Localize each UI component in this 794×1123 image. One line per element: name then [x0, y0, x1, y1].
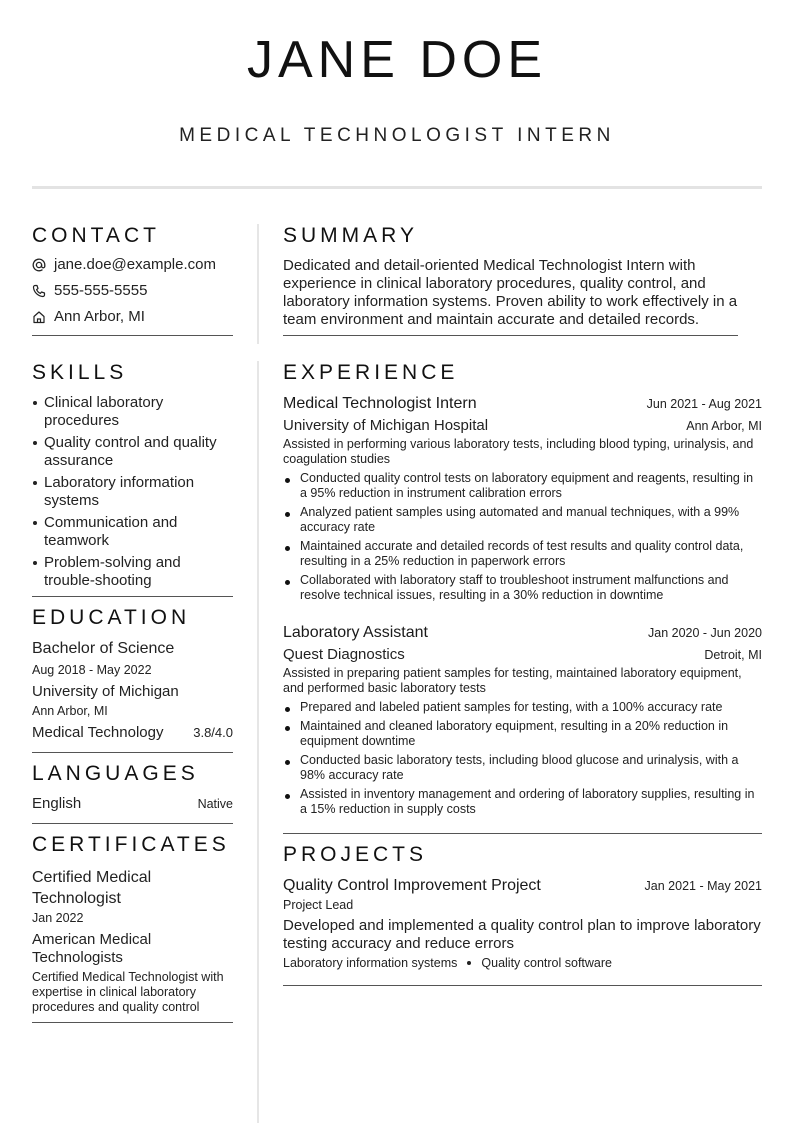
education-field-row	[32, 724, 233, 741]
language-row	[32, 795, 233, 812]
education-field: Medical Technology	[32, 724, 164, 741]
skills-heading: SKILLS	[32, 361, 128, 384]
project-tags	[283, 956, 762, 970]
education-dates: Aug 2018 - May 2022	[32, 663, 152, 677]
section-divider	[32, 1022, 233, 1023]
experience-description: Assisted in performing various laboratory tests, including blood typing, urinalysis, and coagulation studies	[283, 437, 754, 466]
language-name: English	[32, 795, 82, 812]
experience-bullet: Collaborated with laboratory staff to troubleshoot instrument malfunctions and resolve technical issues, resulting in a 30% reduction in downtime	[283, 573, 762, 603]
experience-item	[283, 395, 762, 607]
experience-dates: Jan 2020 - Jun 2020	[648, 626, 762, 640]
summary-text: Dedicated and detail-oriented Medical Technologist Intern with experience in clinical laboratory procedures, quality control, and laboratory information systems. Proven ability to work effectively in a team environment and maintain accurate and detailed records.	[283, 257, 738, 328]
contact-email[interactable]	[32, 256, 232, 273]
contact-phone[interactable]	[32, 282, 232, 299]
education-school: University of Michigan	[32, 683, 179, 700]
education-heading: EDUCATION	[32, 606, 191, 629]
experience-heading: EXPERIENCE	[283, 361, 459, 384]
language-level: Native	[197, 797, 233, 811]
section-divider	[32, 335, 233, 336]
languages-heading: LANGUAGES	[32, 762, 199, 785]
skill-item: Laboratory information systems	[32, 474, 234, 510]
certificate-issuer: American Medical Technologists	[32, 931, 152, 966]
skill-item: Communication and teamwork	[32, 514, 234, 550]
experience-location: Detroit, MI	[704, 648, 762, 662]
candidate-name: JANE DOE	[246, 31, 548, 89]
contact-location	[32, 308, 232, 325]
experience-role: Laboratory Assistant	[283, 624, 428, 641]
phone-icon	[32, 284, 46, 298]
experience-role: Medical Technologist Intern	[283, 395, 477, 412]
experience-bullet: Analyzed patient samples using automated and manual techniques, with a 99% accuracy rate	[283, 505, 762, 535]
experience-bullet: Maintained accurate and detailed records of test results and quality control data, resulting in a 25% reduction in paperwork errors	[283, 539, 762, 569]
section-divider	[32, 823, 233, 824]
skill-item: Problem-solving and trouble-shooting	[32, 554, 234, 590]
education-degree: Bachelor of Science	[32, 640, 175, 657]
section-divider	[32, 596, 233, 597]
column-divider	[257, 224, 259, 344]
experience-bullet: Assisted in inventory management and ordering of laboratory supplies, resulting in a 15% reduction in supply costs	[283, 787, 762, 817]
experience-location: Ann Arbor, MI	[686, 419, 762, 433]
contact-email-text: jane.doe@example.com	[54, 256, 216, 273]
experience-bullet: Conducted quality control tests on laboratory equipment and reagents, resulting in a 95% reduction in instrument calibration errors	[283, 471, 762, 501]
skill-item: Quality control and quality assurance	[32, 434, 234, 470]
header-divider	[32, 186, 762, 189]
home-icon	[32, 310, 46, 324]
project-tag: Laboratory information systems	[283, 956, 458, 970]
contact-heading: CONTACT	[32, 224, 160, 247]
skill-item: Clinical laboratory procedures	[32, 394, 234, 430]
section-divider	[32, 752, 233, 753]
tag-separator	[467, 961, 471, 965]
certificate-name: Certified Medical Technologist	[32, 869, 152, 907]
contact-location-text: Ann Arbor, MI	[54, 308, 145, 325]
experience-bullets	[283, 471, 762, 603]
project-tag: Quality control software	[481, 956, 612, 970]
column-divider	[257, 361, 259, 1123]
projects-heading: PROJECTS	[283, 843, 428, 866]
experience-company: Quest Diagnostics	[283, 646, 405, 663]
experience-description: Assisted in preparing patient samples for testing, maintained laboratory equipment, and performed basic laboratory tests	[283, 666, 742, 695]
experience-company: University of Michigan Hospital	[283, 417, 489, 434]
certificate-date: Jan 2022	[32, 911, 84, 925]
section-divider	[283, 833, 762, 834]
contact-phone-text: 555-555-5555	[54, 282, 148, 299]
experience-bullet: Prepared and labeled patient samples for testing, with a 100% accuracy rate	[283, 700, 762, 715]
project-item	[283, 877, 762, 970]
experience-item	[283, 624, 762, 821]
project-role: Project Lead	[283, 898, 354, 912]
section-divider	[283, 335, 738, 336]
certificate-description: Certified Medical Technologist with expertise in clinical laboratory procedures and quality control	[32, 970, 224, 1014]
job-title: MEDICAL TECHNOLOGIST INTERN	[179, 125, 615, 146]
certificates-heading: CERTIFICATES	[32, 833, 230, 856]
education-location: Ann Arbor, MI	[32, 704, 108, 718]
project-name: Quality Control Improvement Project	[283, 877, 541, 894]
project-description: Developed and implemented a quality control plan to improve laboratory testing accuracy and reduce errors	[283, 917, 761, 952]
at-icon	[32, 258, 46, 272]
education-gpa: 3.8/4.0	[193, 725, 233, 740]
experience-bullet: Conducted basic laboratory tests, including blood glucose and urinalysis, with a 98% accuracy rate	[283, 753, 762, 783]
summary-heading: SUMMARY	[283, 224, 418, 247]
skills-list	[32, 394, 234, 594]
experience-dates: Jun 2021 - Aug 2021	[646, 397, 762, 411]
experience-bullets	[283, 700, 762, 817]
experience-bullet: Maintained and cleaned laboratory equipment, resulting in a 20% reduction in equipment downtime	[283, 719, 762, 749]
section-divider	[283, 985, 762, 986]
project-dates: Jan 2021 - May 2021	[644, 879, 762, 893]
